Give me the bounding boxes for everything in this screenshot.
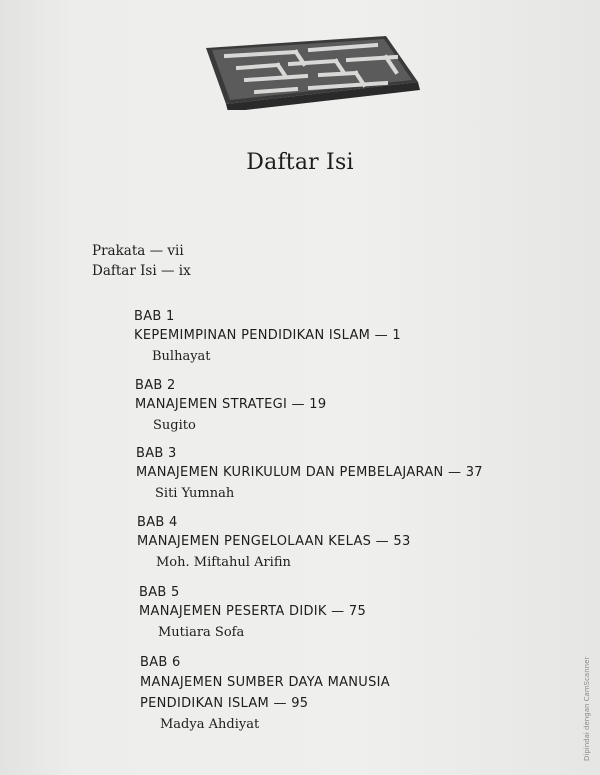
chapter-title-line-2: PENDIDIKAN ISLAM — 95	[140, 696, 309, 711]
chapter-author: Bulhayat	[152, 349, 211, 364]
chapter-author: Madya Ahdiyat	[160, 717, 260, 732]
chapter-title: MANAJEMEN STRATEGI — 19	[135, 397, 327, 412]
watermark-text: Dipindai dengan CamScanner	[583, 656, 591, 761]
scanner-watermark	[578, 630, 594, 770]
chapter-label: BAB 1	[134, 309, 175, 324]
chapter-title: MANAJEMEN PESERTA DIDIK — 75	[139, 604, 367, 619]
chapter-title: KEPEMIMPINAN PENDIDIKAN ISLAM — 1	[134, 328, 401, 343]
chapter-title-line-1: MANAJEMEN SUMBER DAYA MANUSIA	[140, 675, 390, 690]
front-matter-prakata: Prakata — vii	[92, 243, 184, 259]
chapter-author: Mutiara Sofa	[158, 625, 245, 640]
chapter-author: Sugito	[153, 418, 196, 433]
chapter-author: Siti Yumnah	[155, 486, 235, 501]
front-matter-daftar-isi: Daftar Isi — ix	[92, 263, 191, 279]
chapter-author: Moh. Miftahul Arifin	[156, 555, 291, 570]
chapter-label: BAB 6	[140, 655, 181, 670]
chapter-label: BAB 2	[135, 378, 176, 393]
chapter-label: BAB 3	[136, 446, 177, 461]
page-title: Daftar Isi	[246, 150, 354, 175]
maze-illustration	[186, 30, 426, 110]
chapter-title: MANAJEMEN KURIKULUM DAN PEMBELAJARAN — 37	[136, 465, 483, 480]
chapter-title: MANAJEMEN PENGELOLAAN KELAS — 53	[137, 534, 411, 549]
chapter-label: BAB 4	[137, 515, 178, 530]
chapter-label: BAB 5	[139, 585, 180, 600]
